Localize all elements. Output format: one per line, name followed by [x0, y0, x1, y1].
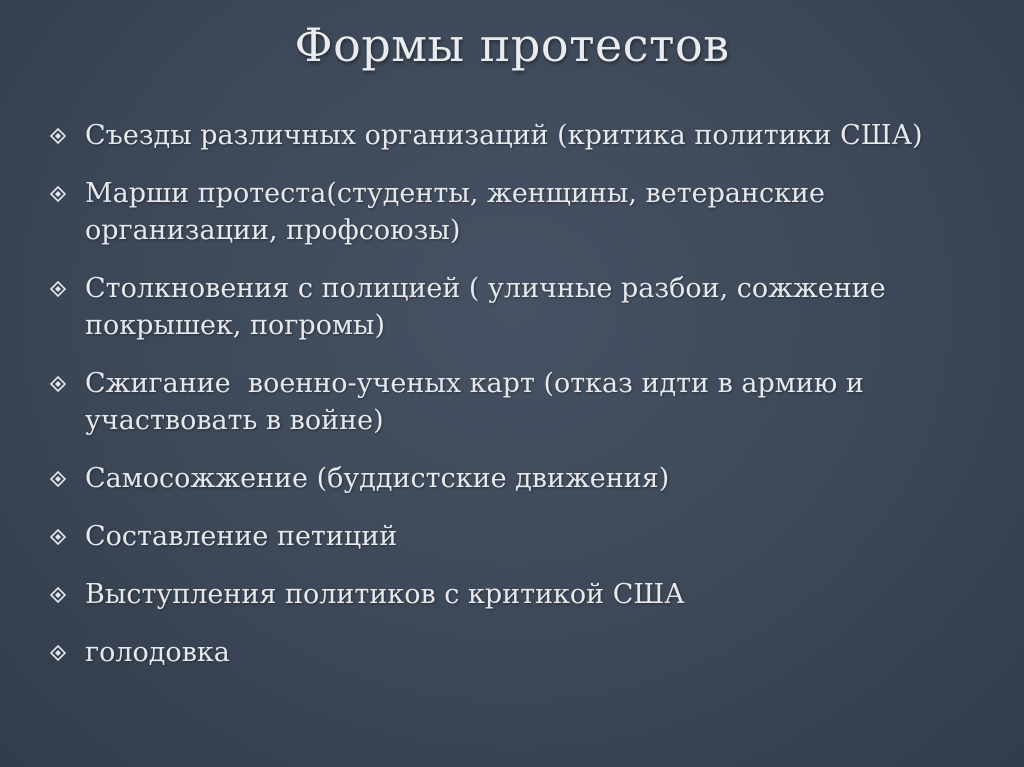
list-item-text: Самосожжение (буддистские движения) [85, 463, 670, 494]
list-item-text: Марши протеста(студенты, женщины, ветеранские организации, профсоюзы) [85, 178, 825, 246]
list-item [48, 460, 978, 497]
list-item-text: Составление петиций [85, 521, 398, 552]
diamond-bullet-icon [50, 186, 66, 202]
list-item-text: Сжигание военно-ученых карт (отказ идти в армию и участвовать в войне) [85, 368, 873, 436]
list-item-text: Съезды различных организаций (критика политики США) [85, 120, 923, 151]
diamond-bullet-icon [50, 376, 66, 392]
diamond-bullet-icon [50, 128, 66, 144]
diamond-bullet-icon [50, 471, 66, 487]
list-item-text: Столкновения с полицией ( уличные разбои, сожжение покрышек, погромы) [85, 273, 886, 341]
list-item [48, 634, 978, 671]
diamond-bullet-icon [50, 587, 66, 603]
slide-title: Формы протестов [294, 18, 730, 72]
list-item [48, 576, 978, 613]
diamond-bullet-icon [50, 645, 66, 661]
list-item [48, 117, 978, 154]
bullet-list [48, 117, 978, 692]
list-item [48, 175, 978, 249]
list-item [48, 365, 978, 439]
list-item [48, 270, 978, 344]
list-item-text: голодовка [85, 637, 230, 668]
list-item [48, 518, 978, 555]
list-item-text: Выступления политиков с критикой США [85, 579, 685, 610]
diamond-bullet-icon [50, 281, 66, 297]
diamond-bullet-icon [50, 529, 66, 545]
